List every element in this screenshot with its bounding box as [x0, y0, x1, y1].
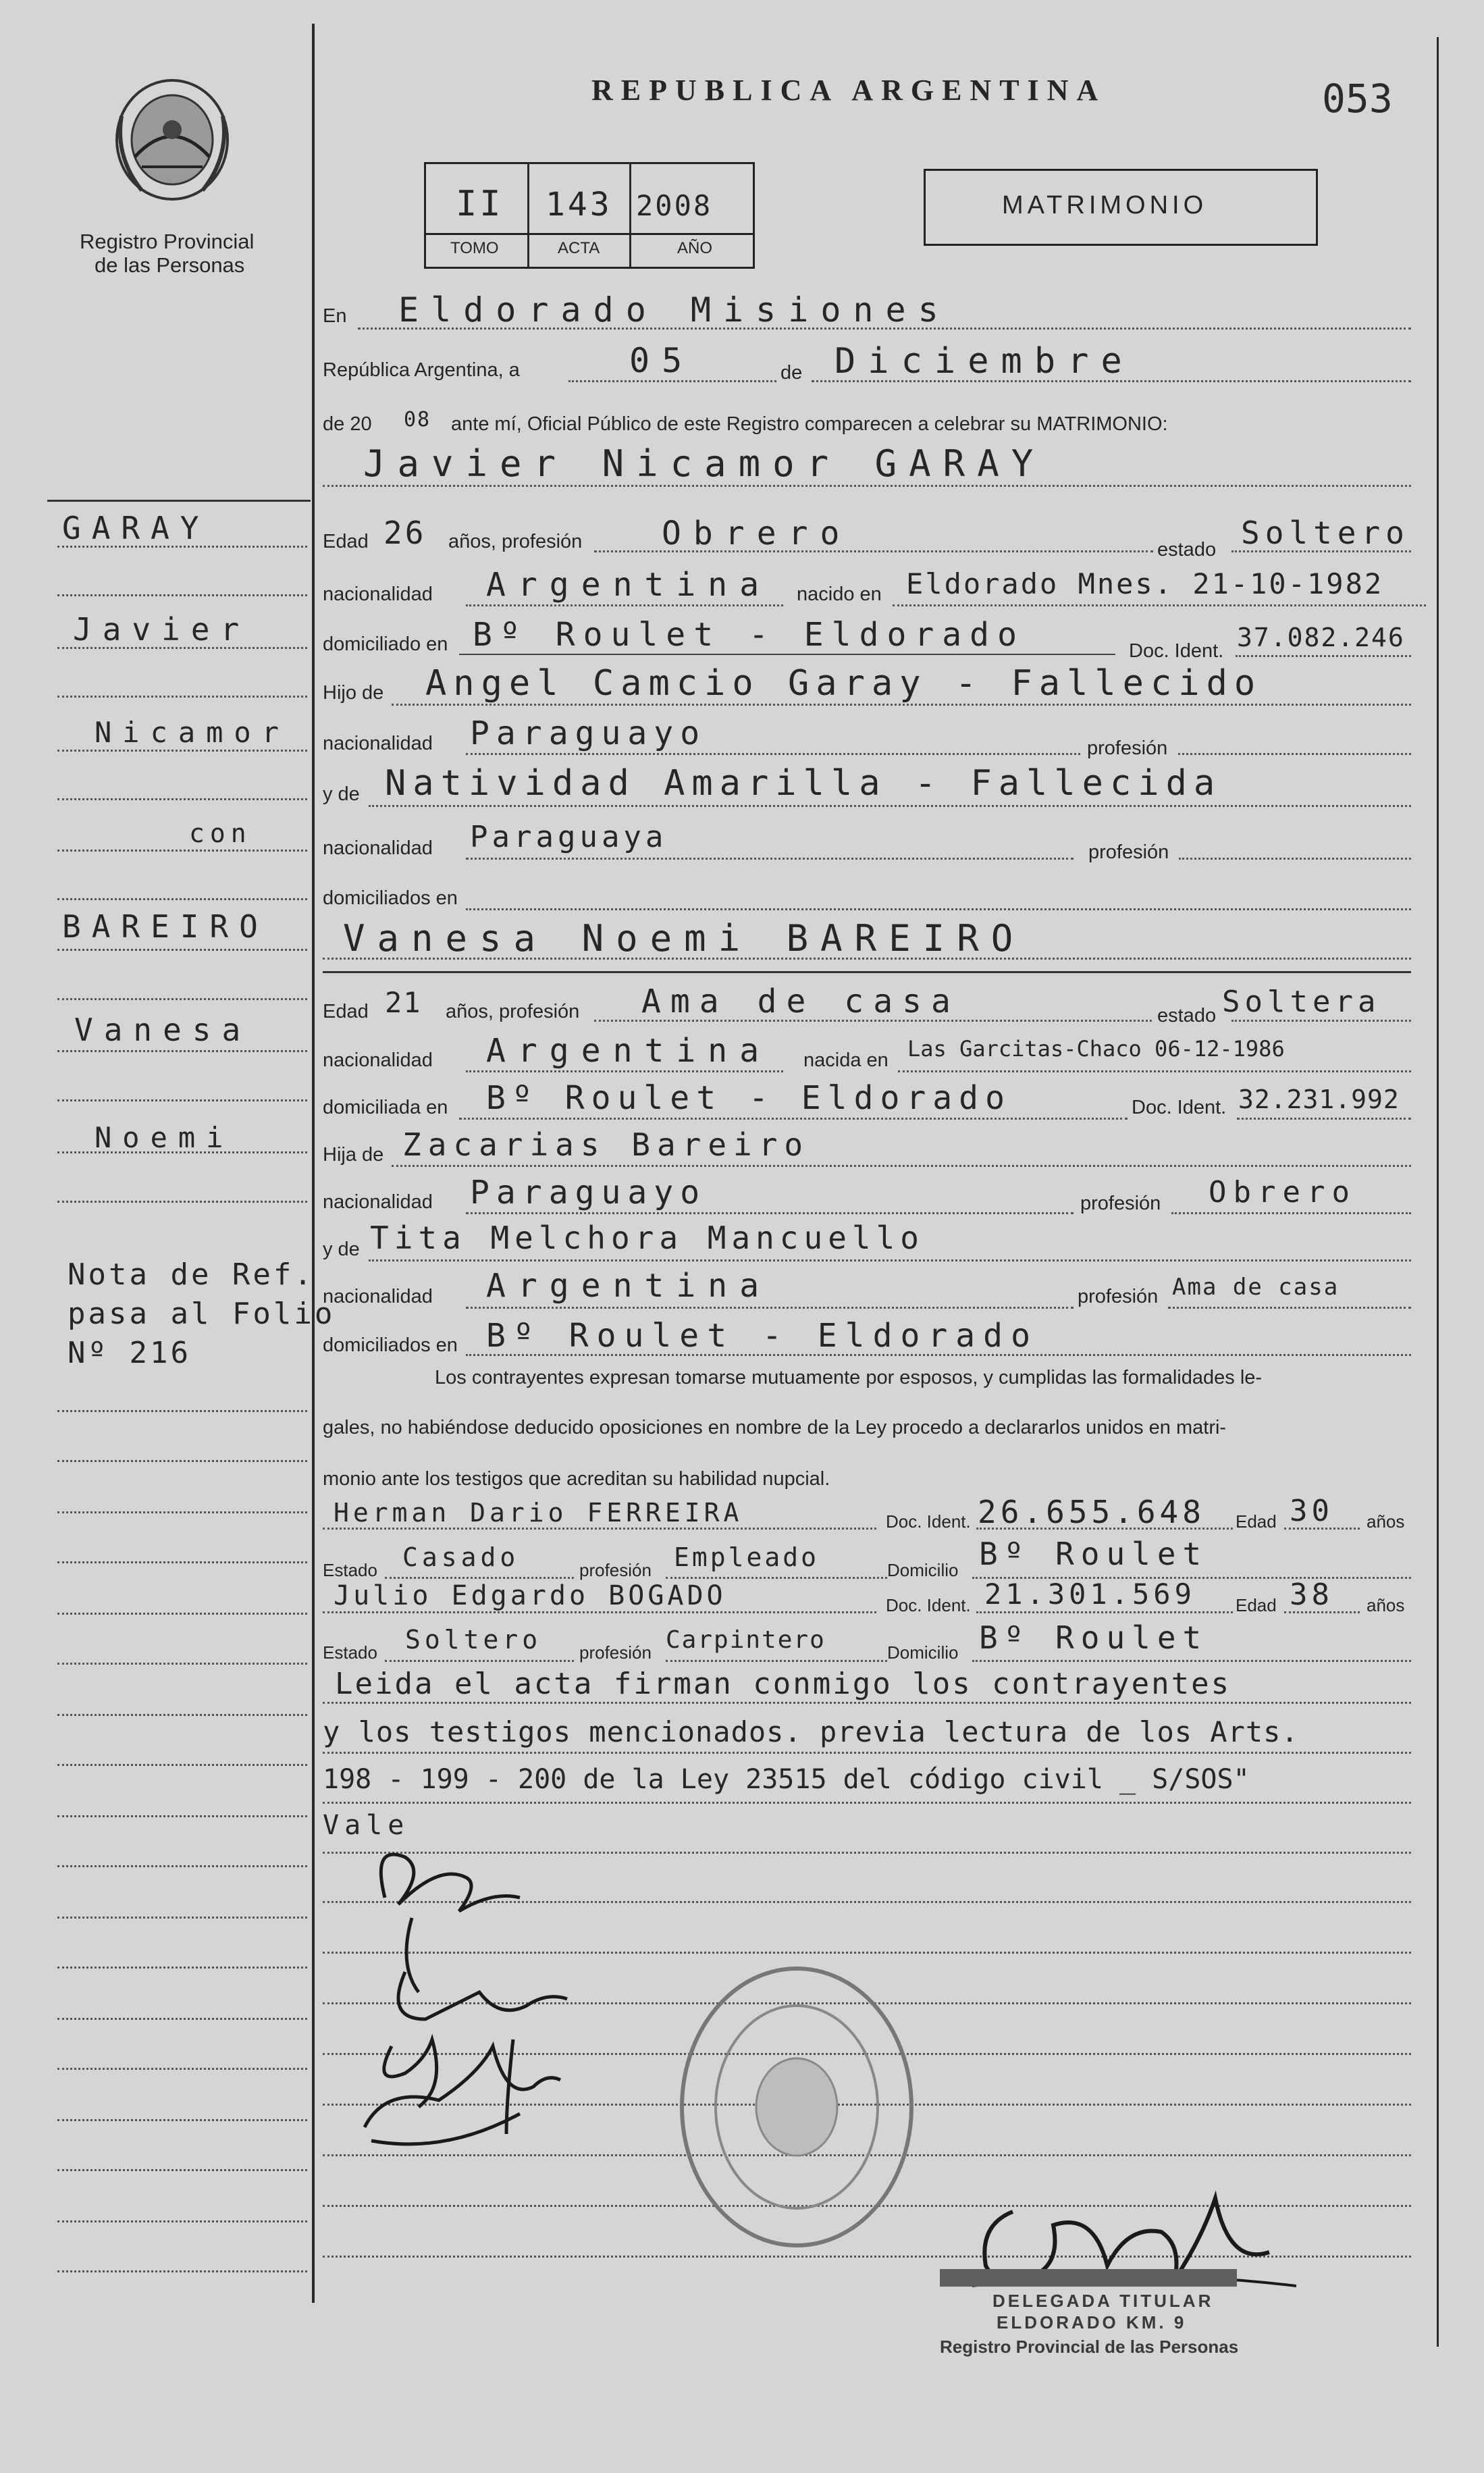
intro-text: ante mí, Oficial Público de este Registro comparecen a celebrar su MATRIMONIO:: [451, 413, 1168, 435]
margin-rule: [57, 2220, 307, 2222]
bride-hija-label: Hija de: [323, 1144, 384, 1166]
bride-separator: [323, 971, 1411, 973]
margin-rule: [57, 949, 307, 951]
groom-doc-label: Doc. Ident.: [1129, 640, 1224, 662]
bride-mother: Tita Melchora Mancuello: [370, 1220, 924, 1256]
groom-mother-line: [369, 805, 1411, 807]
groom-mother-prof-line: [1179, 858, 1411, 860]
anio-value: 2008: [636, 189, 713, 222]
margin-rule: [57, 2119, 307, 2121]
bride-parents-address-label: domiciliados en: [323, 1334, 458, 1356]
bride-edad-label: Edad: [323, 1001, 369, 1022]
margin-rule: [57, 1815, 307, 1817]
closing-line3: 198 - 199 - 200 de la Ley 23515 del código civil _ S/SOS": [323, 1764, 1250, 1795]
witness2-domicilio-line: [972, 1660, 1411, 1662]
groom-father-prof-line: [1178, 753, 1411, 755]
groom-mother-nat-line: [466, 858, 1074, 860]
margin-groom-surname: GARAY: [62, 510, 210, 546]
groom-father-nat: Paraguayo: [470, 714, 707, 752]
witness1-prof-line: [666, 1577, 887, 1579]
groom-edad-label: Edad: [323, 531, 369, 552]
bride-mother-nat-line: [466, 1307, 1074, 1309]
day-line: [568, 380, 776, 382]
witness2-prof-label: profesión: [579, 1642, 652, 1663]
bride-estado-label: estado: [1157, 1005, 1217, 1026]
republic-label: República Argentina, a: [323, 359, 520, 381]
bride-father: Zacarias Bareiro: [402, 1126, 810, 1163]
day-value: 05: [629, 341, 695, 380]
margin-rule: [57, 798, 307, 800]
witness1-domicilio: Bº Roulet: [979, 1536, 1209, 1572]
groom-mother-prof-label: profesión: [1088, 841, 1169, 863]
groom-address-line: [459, 654, 1115, 655]
witness1-doc-label: Doc. Ident.: [886, 1511, 971, 1532]
witness2-name-line: [323, 1611, 876, 1613]
margin-note-line1: Nota de Ref.: [68, 1257, 315, 1292]
groom-address-label: domiciliado en: [323, 633, 448, 655]
margin-rule: [57, 1151, 307, 1153]
margin-note-line3: Nº 216: [68, 1336, 191, 1370]
groom-nationality: Argentina: [486, 566, 772, 604]
closing-line: [323, 1752, 1411, 1754]
grid-divider-1: [527, 162, 529, 267]
tomo-label: TOMO: [450, 239, 499, 257]
margin-rule: [57, 2068, 307, 2070]
bride-mother-prof-label: profesión: [1078, 1286, 1159, 1307]
groom-parents-address-line: [466, 908, 1411, 910]
witness1-age: 30: [1290, 1494, 1333, 1528]
month-value: Diciembre: [834, 341, 1134, 382]
bride-father-line: [392, 1165, 1411, 1167]
bride-nationality: Argentina: [486, 1032, 772, 1070]
grid-divider-2: [629, 162, 631, 267]
margin-divider: [312, 24, 315, 2303]
bride-address-label: domiciliada en: [323, 1097, 448, 1118]
bride-nacida-label: nacida en: [803, 1049, 889, 1071]
margin-rule: [57, 546, 307, 548]
acta-value: 143: [546, 186, 612, 224]
witness1-edad-label: Edad: [1236, 1511, 1277, 1532]
stamp-line1: DELEGADA TITULAR: [992, 2291, 1214, 2311]
witness1-estado-line: [385, 1577, 574, 1579]
margin-groom-second: Nicamor: [95, 716, 290, 749]
year-suffix: 08: [404, 408, 431, 432]
margin-bride-first: Vanesa: [74, 1012, 252, 1048]
acta-label: ACTA: [558, 239, 600, 257]
closing-line1: Leida el acta firman conmigo los contrayentes: [335, 1667, 1231, 1701]
margin-rule: [57, 1865, 307, 1867]
margin-rule: [57, 2169, 307, 2171]
witness1-name: Herman Dario FERREIRA: [334, 1498, 743, 1528]
margin-rule: [57, 2270, 307, 2272]
witness2-age: 38: [1290, 1578, 1333, 1612]
margin-rule: [57, 1663, 307, 1665]
margin-rule: [57, 1967, 307, 1969]
margin-rule: [57, 2018, 307, 2020]
bride-birth: Las Garcitas-Chaco 06-12-1986: [907, 1036, 1285, 1062]
margin-con: con: [189, 818, 252, 848]
witness2-doc-label: Doc. Ident.: [886, 1595, 971, 1615]
witness1-anos-label: años: [1367, 1511, 1405, 1532]
witness2-domicilio: Bº Roulet: [979, 1619, 1209, 1656]
en-label: En: [323, 305, 347, 327]
bride-father-nat-label: nacionalidad: [323, 1191, 433, 1213]
witness1-estado: Casado: [402, 1542, 520, 1572]
groom-doc: 37.082.246: [1237, 623, 1405, 652]
bride-mother-prof: Ama de casa: [1172, 1274, 1340, 1301]
stamp-line3: Registro Provincial de las Personas: [940, 2337, 1239, 2357]
groom-age: 26: [383, 515, 427, 551]
closing-line2: y los testigos mencionados. previa lectura de los Arts.: [323, 1715, 1299, 1748]
bride-profession: Ama de casa: [641, 983, 960, 1020]
groom-mother-nat-label: nacionalidad: [323, 837, 433, 859]
year-prefix: de 20: [323, 413, 372, 435]
margin-rule: [57, 647, 307, 649]
margin-rule: [57, 1764, 307, 1766]
witness2-estado: Soltero: [405, 1625, 542, 1655]
bride-mother-nat: Argentina: [486, 1267, 772, 1305]
witness1-name-line: [323, 1528, 876, 1530]
registry-name-line1: Registro Provincial: [80, 230, 255, 253]
groom-father-line: [392, 704, 1411, 706]
witness2-doc: 21.301.569: [984, 1578, 1196, 1611]
declaration-line2: gales, no habiéndose deducido oposiciones en nombre de la Ley procedo a declararlos unidos en matri-: [323, 1417, 1227, 1438]
bride-father-prof-line: [1171, 1212, 1411, 1214]
tomo-value: II: [456, 184, 504, 224]
bride-parents-address: Bº Roulet - Eldorado: [486, 1317, 1038, 1355]
witness2-domicilio-label: Domicilio: [887, 1642, 959, 1663]
bride-mother-line: [369, 1259, 1411, 1261]
margin-note-line2: pasa al Folio: [68, 1297, 336, 1331]
bride-mother-prof-line: [1168, 1307, 1411, 1309]
groom-profesion-label: años, profesión: [448, 531, 583, 552]
closing-line: [323, 1802, 1411, 1804]
declaration-line1: Los contrayentes expresan tomarse mutuamente por esposos, y cumplidas las formalidades le-: [435, 1367, 1263, 1388]
bride-estado: Soltera: [1222, 985, 1381, 1019]
groom-parents-address-label: domiciliados en: [323, 887, 458, 909]
groom-profession: Obrero: [662, 515, 852, 552]
bride-yde-label: y de: [323, 1239, 360, 1260]
groom-nat-line: [466, 604, 783, 606]
groom-nationality-label: nacionalidad: [323, 583, 433, 605]
margin-rule: [57, 1201, 307, 1203]
groom-nacido-label: nacido en: [797, 583, 882, 605]
bride-nat-line: [466, 1070, 783, 1072]
margin-rule: [57, 696, 307, 698]
bride-doc-label: Doc. Ident.: [1132, 1097, 1227, 1118]
witness2-name: Julio Edgardo BOGADO: [334, 1580, 726, 1611]
witness2-edad-label: Edad: [1236, 1595, 1277, 1615]
bride-full-name: Vanesa Noemi BAREIRO: [343, 917, 1026, 960]
margin-rule: [57, 998, 307, 1000]
margin-rule: [57, 1511, 307, 1513]
groom-mother: Natividad Amarilla - Fallecida: [385, 763, 1222, 804]
margin-rule: [57, 1410, 307, 1412]
officer-signature: [959, 2185, 1310, 2306]
witness2-estado-line: [385, 1660, 574, 1662]
groom-address: Bº Roulet - Eldorado: [473, 616, 1025, 654]
witness1-prof: Empleado: [674, 1542, 820, 1572]
bride-father-nat: Paraguayo: [470, 1174, 707, 1212]
grid-label-rule: [424, 233, 753, 235]
act-type: MATRIMONIO: [1002, 191, 1208, 219]
margin-rule: [57, 898, 307, 900]
margin-rule: [57, 1917, 307, 1919]
page-number: 053: [1322, 76, 1393, 122]
groom-father: Angel Camcio Garay - Fallecido: [425, 663, 1263, 704]
groom-estado: Soltero: [1241, 515, 1410, 551]
margin-rule: [57, 1561, 307, 1563]
bride-address-line: [459, 1118, 1128, 1120]
declaration-line3: monio ante los testigos que acreditan su habilidad nupcial.: [323, 1468, 830, 1490]
groom-father-nat-line: [466, 753, 1080, 755]
closing-line: [323, 1702, 1411, 1704]
margin-rule: [57, 750, 307, 752]
groom-doc-line: [1236, 655, 1411, 657]
margin-rule: [57, 1460, 307, 1462]
groom-birth: Eldorado Mnes. 21-10-1982: [906, 567, 1384, 600]
bride-estado-line: [1231, 1020, 1411, 1022]
bride-father-prof-label: profesión: [1080, 1193, 1161, 1214]
margin-rule: [57, 850, 307, 852]
margin-rule: [57, 1050, 307, 1052]
margin-rule: [57, 1099, 307, 1101]
place-value: Eldorado Misiones: [398, 290, 951, 330]
witness1-estado-label: Estado: [323, 1560, 377, 1580]
witness2-prof-line: [666, 1660, 887, 1662]
bride-father-prof: Obrero: [1209, 1175, 1356, 1209]
margin-bride-second: Noemi: [95, 1121, 234, 1154]
bride-father-nat-line: [466, 1212, 1074, 1214]
groom-father-prof-label: profesión: [1087, 737, 1168, 759]
groom-name-line: [323, 485, 1411, 487]
margin-groom-first: Javier: [73, 611, 250, 648]
bride-age: 21: [385, 986, 422, 1019]
margin-rule: [57, 1613, 307, 1615]
witness2-estado-label: Estado: [323, 1642, 377, 1663]
de-label: de: [780, 362, 803, 384]
groom-full-name: Javier Nicamor GARAY: [363, 442, 1046, 485]
right-border: [1437, 37, 1439, 2347]
margin-top-rule: [47, 500, 311, 502]
witness2-doc-line: [976, 1611, 1233, 1613]
bride-profesion-label: años, profesión: [446, 1001, 580, 1022]
groom-mother-nat: Paraguaya: [470, 820, 668, 854]
witness2-prof: Carpintero: [666, 1626, 826, 1654]
groom-birth-line: [893, 604, 1426, 606]
bride-doc: 32.231.992: [1238, 1085, 1400, 1114]
bride-mother-nat-label: nacionalidad: [323, 1286, 433, 1307]
official-round-stamp: [675, 1962, 918, 2252]
bride-doc-line: [1237, 1118, 1411, 1120]
witness1-prof-label: profesión: [579, 1560, 652, 1580]
bride-address: Bº Roulet - Eldorado: [486, 1079, 1011, 1117]
margin-rule: [57, 1714, 307, 1716]
margin-bride-surname: BAREIRO: [62, 908, 269, 945]
stamp-line2: ELDORADO KM. 9: [997, 2312, 1187, 2333]
witness2-anos-label: años: [1367, 1595, 1405, 1615]
province-seal-logo: [108, 76, 236, 211]
groom-estado-label: estado: [1157, 539, 1217, 561]
groom-father-nat-label: nacionalidad: [323, 733, 433, 754]
closing-vale: Vale: [323, 1810, 410, 1841]
groom-yde-label: y de: [323, 783, 360, 805]
groom-hijo-label: Hijo de: [323, 682, 384, 704]
bride-nationality-label: nacionalidad: [323, 1049, 433, 1071]
officer-stamp-bar: [940, 2269, 1237, 2287]
registry-name-line2: de las Personas: [95, 253, 245, 277]
bride-birth-line: [898, 1070, 1411, 1072]
witness1-doc: 26.655.648: [978, 1494, 1205, 1530]
party-signatures: [344, 1817, 628, 2181]
witness1-domicilio-label: Domicilio: [887, 1560, 959, 1580]
country-title: REPUBLICA ARGENTINA: [591, 74, 1107, 107]
margin-rule: [57, 594, 307, 596]
anio-label: AÑO: [677, 239, 713, 257]
